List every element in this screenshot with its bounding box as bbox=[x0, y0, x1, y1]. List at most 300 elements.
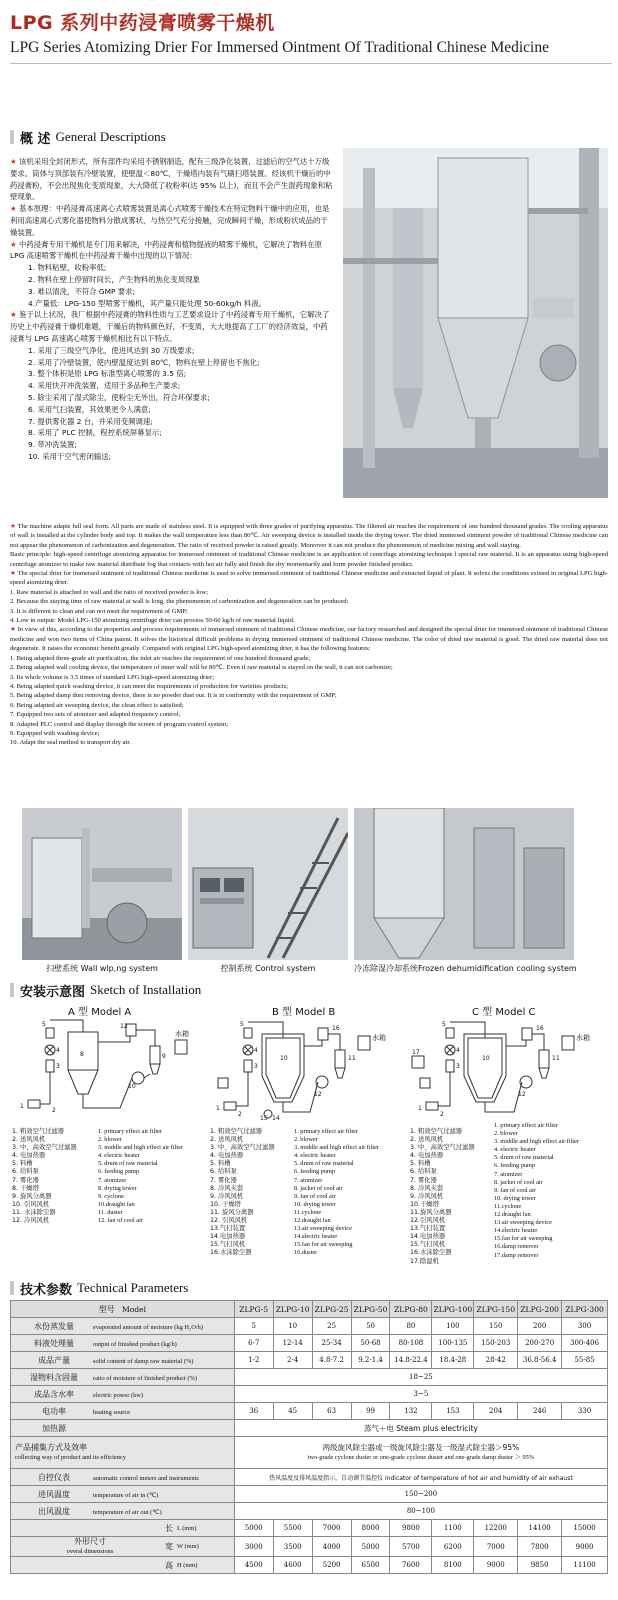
svg-text:5: 5 bbox=[42, 1021, 46, 1028]
title-cn: LPG 系列中药浸膏喷雾干燥机 bbox=[10, 12, 275, 34]
dim-label-cn: 宽 bbox=[165, 1542, 173, 1551]
en-issue: 4. Low in output: Model LPG-150 atomizing centrifuge drier can process 50-60 kg/h of raw material liquid. bbox=[10, 617, 295, 625]
general-section-heading bbox=[10, 128, 166, 146]
en-feature: 9. Equipped with washing device; bbox=[10, 729, 100, 737]
table-cell: 4000 bbox=[312, 1537, 351, 1557]
model-a-diagram bbox=[10, 1016, 200, 1122]
table-cell: 246 bbox=[518, 1403, 562, 1420]
title-block bbox=[10, 8, 610, 57]
star-icon: ★ bbox=[10, 310, 17, 320]
table-row bbox=[11, 1420, 608, 1437]
table-cell: 100 bbox=[432, 1318, 474, 1335]
params-section-heading bbox=[10, 1279, 188, 1297]
legend-item: 10. 干燥塔 bbox=[210, 1200, 241, 1208]
legend-item: 7. atomizer bbox=[494, 1170, 523, 1178]
en-feature: 3. Its whole volume is 3.5 times of standard LPG high-speed atomizing drier; bbox=[10, 673, 215, 681]
legend-item: 12.draught fan bbox=[294, 1217, 331, 1225]
svg-text:9: 9 bbox=[162, 1053, 166, 1060]
caption-wall: 扫壁系统 Wall wlp,ng system bbox=[46, 964, 158, 973]
table-row bbox=[11, 1437, 608, 1469]
row-label bbox=[11, 1352, 235, 1369]
legend-item: 1. primary effect air filter bbox=[98, 1128, 163, 1135]
svg-text:17: 17 bbox=[412, 1049, 420, 1056]
star-icon: ★ bbox=[10, 570, 16, 578]
cn-feature: 8. 采用了 PLC 控制，程控系统屏幕显示; bbox=[28, 428, 162, 438]
collect-value-en: two-grade cyclone duster or one-grade cyclone duster and one-grade damp duster ＞ 95% bbox=[307, 1453, 535, 1461]
row-label-cn: 进风温度 bbox=[38, 1489, 70, 1499]
legend-item: 9. cyclone bbox=[98, 1192, 124, 1200]
sketch-heading-cn: 安装示意图 bbox=[20, 984, 86, 1000]
legend-item: 2. 送风风机 bbox=[410, 1136, 444, 1144]
model-a-water: 水箱 bbox=[175, 1030, 189, 1038]
table-cell: 36.8-56.4 bbox=[518, 1352, 562, 1369]
legend-item: 7. 雾化器 bbox=[210, 1176, 237, 1184]
table-cell: 3000 bbox=[234, 1537, 273, 1557]
row-label-cn: 自控仪表 bbox=[38, 1472, 70, 1482]
model-b-water: 水箱 bbox=[372, 1034, 386, 1042]
table-cell: 6500 bbox=[351, 1557, 390, 1574]
cn-feature: 1. 采用了三级空气净化，使进风达到 30 万级要求; bbox=[28, 345, 195, 355]
svg-text:11: 11 bbox=[348, 1055, 356, 1062]
svg-text:3: 3 bbox=[56, 1063, 60, 1070]
table-cell: 9000 bbox=[562, 1537, 608, 1557]
en-feature: 10. Adapt the seal method to transport dry air. bbox=[10, 739, 131, 747]
model-a-legend-en bbox=[98, 1128, 183, 1225]
legend-item: 15.气扫风机 bbox=[210, 1241, 246, 1249]
legend-item: 9. 冷风风机 bbox=[410, 1192, 444, 1200]
star-icon: ★ bbox=[10, 523, 16, 530]
table-cell: 7000 bbox=[474, 1537, 518, 1557]
legend-item: 11.cyclone bbox=[494, 1202, 522, 1210]
legend-item: 4. 电加热器 bbox=[12, 1152, 46, 1160]
model-cell: ZLPG-150 bbox=[474, 1301, 518, 1318]
title-en: LPG Series Atomizing Drier For Immersed Ointment Of Traditional Chinese Medicine bbox=[10, 39, 549, 56]
table-cell: 36 bbox=[234, 1403, 273, 1420]
cn-para-4: 鉴于以上状况，我厂根据中药浸膏的物料性质与工艺要求设计了中药浸膏专用干燥机，它解决了历史上中药浸膏干燥机难题，干燥后的物料颜色好，不变质，大大地提高了工厂的经济效益，中药浸膏与 LPG 高速离心喷雾干燥机相比有以下特点。 bbox=[10, 310, 330, 343]
svg-text:12: 12 bbox=[518, 1091, 526, 1098]
legend-item: 6. 给料泵 bbox=[210, 1168, 237, 1176]
star-icon: ★ bbox=[10, 157, 17, 166]
span-value: 蒸气＋电 Steam plus electricity bbox=[234, 1420, 607, 1437]
legend-item: 8. drying tower bbox=[98, 1184, 137, 1192]
legend-item: 6. 给料泵 bbox=[410, 1168, 437, 1176]
model-header-cell bbox=[11, 1301, 235, 1318]
caption-control: 控制系统 Control system bbox=[220, 964, 316, 973]
legend-item: 15.fan for air sweeping bbox=[294, 1241, 353, 1249]
params-heading-en: Technical Parameters bbox=[77, 1280, 189, 1295]
table-cell: 153 bbox=[432, 1403, 474, 1420]
model-cell: ZLPG-200 bbox=[518, 1301, 562, 1318]
legend-item: 7. 雾化器 bbox=[410, 1176, 437, 1184]
table-cell: 55-85 bbox=[562, 1352, 608, 1369]
table-cell: 18.4-28 bbox=[432, 1352, 474, 1369]
legend-item: 11.cyclone bbox=[294, 1208, 322, 1216]
legend-item: 16.水沫除尘器 bbox=[410, 1249, 452, 1257]
svg-text:3: 3 bbox=[254, 1063, 258, 1070]
dim-label-en: W (mm) bbox=[177, 1543, 199, 1550]
table-cell: 8000 bbox=[351, 1520, 390, 1537]
svg-text:16: 16 bbox=[332, 1025, 340, 1032]
model-cell: ZLPG-100 bbox=[432, 1301, 474, 1318]
table-cell: 14.8-22.4 bbox=[390, 1352, 432, 1369]
sketch-section-heading bbox=[10, 981, 201, 999]
dims-label-cn: 外形尺寸 bbox=[74, 1537, 106, 1546]
table-row bbox=[11, 1469, 608, 1486]
table-cell: 50 bbox=[351, 1318, 390, 1335]
svg-text:10: 10 bbox=[482, 1055, 490, 1062]
legend-item: 16.水沫除尘器 bbox=[210, 1249, 252, 1257]
en-para-1: The machine adapts full seal form. All parts are made of stainless steel. It is equipped with three grades of purifying apparatus. The filtered air reaches the requirement of one hundred thousand grades. The cooling apparatus of wall is installed at the cylinder body and top. It makes the wall temperature less than 80℃. Air sweeping device is installed inside the drying tower. The dried immersed ointment powder of traditional Chinese medicine can not appear the phenomenon of carbonization and degeneration. The ratio of received powder is raised greatly. Moreover it can not produce the phenomenon of medicine mixing and wall staying. bbox=[10, 523, 608, 549]
table-row bbox=[11, 1403, 608, 1420]
row-label-cn: 成品产量 bbox=[38, 1355, 70, 1365]
legend-item: 8. 干燥塔 bbox=[12, 1184, 39, 1192]
svg-text:2: 2 bbox=[440, 1111, 444, 1118]
span-value: 热风温度及排风温度指示，自动调节温控仪 indicator of temperature of hot air and humidity of air exhaust bbox=[234, 1469, 607, 1486]
legend-item: 4. electric heater bbox=[294, 1152, 336, 1160]
table-cell: 15000 bbox=[562, 1520, 608, 1537]
row-label bbox=[11, 1557, 235, 1574]
row-label-en: temperature of air in (℃) bbox=[93, 1491, 159, 1499]
model-cell: ZLPG-10 bbox=[273, 1301, 312, 1318]
model-cell: ZLPG-80 bbox=[390, 1301, 432, 1318]
legend-item: 8. 冷风夹套 bbox=[410, 1184, 444, 1192]
table-cell: 150 bbox=[474, 1318, 518, 1335]
legend-item: 13.气扫装置 bbox=[210, 1225, 246, 1233]
table-cell: 9.2-1.4 bbox=[351, 1352, 390, 1369]
table-cell: 5000 bbox=[234, 1520, 273, 1537]
svg-text:11: 11 bbox=[552, 1055, 560, 1062]
svg-text:1: 1 bbox=[20, 1103, 24, 1110]
row-label-en: temperature of air out (℃) bbox=[93, 1508, 162, 1516]
svg-text:4: 4 bbox=[56, 1047, 60, 1054]
table-cell: 7000 bbox=[312, 1520, 351, 1537]
legend-item: 10.draught fan bbox=[98, 1200, 135, 1208]
table-cell: 80 bbox=[390, 1318, 432, 1335]
table-cell: 5700 bbox=[390, 1537, 432, 1557]
legend-item: 7. atomizer bbox=[294, 1176, 323, 1184]
en-feature: 6. Being adapted air sweeping device, the clean effect is satisfied; bbox=[10, 701, 184, 709]
table-cell: 8100 bbox=[432, 1557, 474, 1574]
legend-item: 4. 电加热器 bbox=[210, 1152, 244, 1160]
en-para-3: The special drier for immersed ointment of traditional Chinese medicine is used to solve immersed ointment of traditional Chinese medicine and extracted liquid of plant. It solves the conditions existed in original LPG high-speed atomizing drier. bbox=[10, 570, 608, 587]
legend-item: 12. 引风风机 bbox=[210, 1217, 248, 1225]
wall-wiping-photo bbox=[22, 808, 182, 960]
row-label bbox=[11, 1520, 235, 1537]
legend-item: 15.气扫风机 bbox=[410, 1241, 446, 1249]
en-feature: 5. Being adapted damp dust removing device, there is no powder dust out. It is in conformity with the requirement of GMP; bbox=[10, 692, 337, 700]
table-cell: 5 bbox=[234, 1318, 273, 1335]
table-cell: 204 bbox=[474, 1403, 518, 1420]
row-label-en: output of finished product (kg/h) bbox=[93, 1340, 177, 1348]
legend-item: 3. 中、高效空气过滤器 bbox=[12, 1144, 77, 1152]
span-value: 150~200 bbox=[234, 1486, 607, 1503]
table-cell: 10 bbox=[273, 1318, 312, 1335]
legend-item: 2. blower bbox=[294, 1136, 318, 1144]
svg-text:10: 10 bbox=[128, 1083, 136, 1090]
svg-text:8: 8 bbox=[80, 1051, 84, 1058]
en-feature: 8. Adapted PLC control and display through the screen of program control system; bbox=[10, 720, 229, 728]
table-cell: 5500 bbox=[273, 1520, 312, 1537]
legend-item: 5. 料槽 bbox=[410, 1160, 431, 1168]
model-c-legend-en bbox=[494, 1122, 579, 1260]
legend-item: 2. 送风风机 bbox=[12, 1136, 46, 1144]
model-b-diagram bbox=[210, 1016, 400, 1122]
table-cell: 5200 bbox=[312, 1557, 351, 1574]
table-cell: 11100 bbox=[562, 1557, 608, 1574]
legend-item: 12.引风风机 bbox=[410, 1217, 446, 1225]
legend-item: 2. blower bbox=[494, 1130, 518, 1138]
general-description-cn bbox=[10, 156, 335, 463]
row-label-en: electric power (kw) bbox=[93, 1391, 144, 1399]
legend-item: 9. fan of cool air bbox=[494, 1186, 536, 1194]
general-heading-en: General Descriptions bbox=[55, 129, 166, 144]
legend-item: 7. 雾化器 bbox=[12, 1176, 39, 1184]
en-feature: 4. Being adapted quick washing device, it can meet the requirements of production for varieties products; bbox=[10, 682, 289, 690]
en-para-2: Basic principle: high-speed centrifuge atomizing apparatus for immersed ointment of traditional Chinese medicine is an application of centrifuge atomizing technique l special raw material. It is an apparatus using high-speed centrifuge atomizer to make raw material distribute fog that contacts with hot air fully and finish the dry momentarily and form powder finished product. bbox=[10, 551, 608, 568]
cn-feature: 4. 采用快开冲洗装置，适用于多品种生产要求; bbox=[28, 381, 181, 391]
legend-item: 10. 引风风机 bbox=[12, 1200, 50, 1208]
legend-item: 14.electric heater bbox=[294, 1233, 338, 1241]
model-c-diagram bbox=[410, 1016, 608, 1122]
table-row bbox=[11, 1486, 608, 1503]
legend-item: 13.气扫装置 bbox=[410, 1225, 446, 1233]
model-cell: ZLPG-25 bbox=[312, 1301, 351, 1318]
table-cell: 9850 bbox=[518, 1557, 562, 1574]
legend-item: 3. 中、高效空气过滤器 bbox=[210, 1144, 275, 1152]
dim-label-en: H (mm) bbox=[177, 1561, 198, 1569]
legend-item: 16.damp remover bbox=[494, 1243, 539, 1251]
table-cell: 63 bbox=[312, 1403, 351, 1420]
en-issue: 3. It is different to clean and can not meet the requirement of GMP; bbox=[10, 607, 188, 615]
legend-item: 8. jacket of cool air bbox=[494, 1178, 543, 1186]
en-feature: 7. Equipped two sets of atomizer and adapted frequency control; bbox=[10, 711, 181, 719]
table-cell: 25-34 bbox=[312, 1335, 351, 1352]
legend-item: 10.干燥塔 bbox=[410, 1200, 439, 1208]
legend-item: 6. 给料泵 bbox=[12, 1168, 39, 1176]
table-cell: 1-2 bbox=[234, 1352, 273, 1369]
svg-text:15: 15 bbox=[260, 1115, 268, 1122]
drier-photo bbox=[343, 148, 608, 498]
row-label-cn: 出风温度 bbox=[38, 1506, 70, 1516]
table-cell: 9000 bbox=[474, 1557, 518, 1574]
svg-text:12: 12 bbox=[120, 1023, 128, 1030]
legend-item: 17.damp remover bbox=[494, 1251, 539, 1259]
dim-label-cn: 长 bbox=[165, 1523, 173, 1533]
table-row bbox=[11, 1503, 608, 1520]
table-row bbox=[11, 1335, 608, 1352]
svg-text:4: 4 bbox=[456, 1047, 460, 1054]
table-row bbox=[11, 1557, 608, 1574]
table-cell: 28-42 bbox=[474, 1352, 518, 1369]
model-c-water: 水箱 bbox=[576, 1034, 590, 1042]
cn-feature: 7. 提供雾化器 2 台，并采用变频调速; bbox=[28, 416, 153, 426]
legend-item: 9. fan of cool air bbox=[294, 1192, 336, 1200]
table-cell: 80-108 bbox=[390, 1335, 432, 1352]
table-cell: 4500 bbox=[234, 1557, 273, 1574]
model-b-legend-cn bbox=[210, 1128, 275, 1258]
model-b-title: B 型 Model B bbox=[272, 1007, 336, 1018]
table-cell: 132 bbox=[390, 1403, 432, 1420]
table-cell: 45 bbox=[273, 1403, 312, 1420]
row-label-cn: 湿物料含固量 bbox=[30, 1372, 78, 1382]
legend-item: 5. 料槽 bbox=[210, 1160, 231, 1168]
row-label bbox=[11, 1318, 235, 1335]
legend-item: 12. 冷风风机 bbox=[12, 1217, 50, 1225]
cn-feature: 5. 除尘采用了湿式除尘，使粉尘无外出，符合环保要求; bbox=[28, 392, 210, 402]
title-divider bbox=[10, 63, 612, 64]
table-header-row bbox=[11, 1301, 608, 1318]
table-cell: 200-270 bbox=[518, 1335, 562, 1352]
legend-item: 14.电加热器 bbox=[410, 1233, 446, 1241]
legend-item: 1. primary effect air filter bbox=[494, 1122, 559, 1129]
svg-text:2: 2 bbox=[238, 1111, 242, 1118]
table-cell: 7800 bbox=[518, 1537, 562, 1557]
legend-item: 4. electric heater bbox=[494, 1146, 536, 1154]
span-value: 3~5 bbox=[234, 1386, 607, 1403]
cn-issue: 1. 物料粘壁，收粉率低; bbox=[28, 263, 107, 273]
svg-text:14: 14 bbox=[272, 1115, 280, 1122]
table-cell: 4.8-7.2 bbox=[312, 1352, 351, 1369]
row-label bbox=[11, 1537, 235, 1557]
table-row bbox=[11, 1352, 608, 1369]
dim-label-cn: 高 bbox=[165, 1560, 173, 1570]
legend-item: 1. primary effect air filter bbox=[294, 1128, 359, 1135]
legend-item: 16.duster bbox=[294, 1249, 318, 1257]
cn-issue: 3. 难以清洗，不符合 GMP 要求; bbox=[28, 286, 136, 296]
model-a-legend-cn bbox=[12, 1128, 77, 1225]
legend-item: 14.electric heater bbox=[494, 1227, 538, 1235]
table-cell: 1100 bbox=[432, 1520, 474, 1537]
legend-item: 13.air sweeping device bbox=[294, 1225, 352, 1233]
row-label-en: heating source bbox=[93, 1408, 131, 1416]
table-cell: 99 bbox=[351, 1403, 390, 1420]
svg-text:5: 5 bbox=[442, 1021, 446, 1028]
legend-item: 12.draught fan bbox=[494, 1211, 531, 1219]
row-label-cn: 水份蒸发量 bbox=[34, 1321, 74, 1331]
model-c-title: C 型 Model C bbox=[472, 1007, 536, 1018]
en-issue: 2. Because the staying time of raw material at wall is long, the phenomenon of carbonization and degeneration can be produced; bbox=[10, 598, 349, 606]
table-cell: 9800 bbox=[390, 1520, 432, 1537]
table-row bbox=[11, 1520, 608, 1537]
cn-para-1: 该机采用全封闭形式，所有部件均采用不锈钢制造，配有三级净化装置，过滤后的空气达十万级要求。筒体与顶部装有冷壁装置，使壁温＜80℃，干燥塔内装有气刷扫塔装置。经该机干燥后的中药浸膏粉，不会出现焦化变质现象，大大降低了收粉率(达 95% 以上)，而且不会产生混药现象和粘壁现象。 bbox=[10, 157, 333, 202]
cn-issue: 4.产量低：LPG-150 型喷雾干燥机，其产量只能处理 50-60kg/h 料液。 bbox=[28, 298, 266, 308]
cn-issue: 2. 物料在壁上停留时间长，产生物料的焦化变质现象 bbox=[28, 274, 200, 284]
legend-item: 3. middle and high effect air filter bbox=[494, 1138, 580, 1146]
svg-text:1: 1 bbox=[418, 1105, 422, 1112]
legend-item: 3. 中、高效空气过滤器 bbox=[410, 1144, 475, 1152]
cn-feature: 3. 整个体积是原 LPG 标准型离心喷雾的 3.5 倍; bbox=[28, 369, 187, 379]
row-label bbox=[11, 1335, 235, 1352]
model-b-legend-en bbox=[294, 1128, 379, 1258]
table-row bbox=[11, 1537, 608, 1557]
en-feature: 1. Being adapted three-grade air purification, the inlet air reaches the requirement of one hundred thousand grade; bbox=[10, 654, 311, 662]
cn-para-3: 中药浸膏专用干燥机是专门用来解决，中药浸膏和植物提液的喷雾干燥机，它解决了物料在原 LPG 高速喷雾干燥机在中药浸膏干燥中出现的以下情况： bbox=[10, 239, 323, 261]
sketch-heading-en: Sketch of Installation bbox=[90, 982, 202, 997]
table-cell: 14100 bbox=[518, 1520, 562, 1537]
cn-feature: 2. 采用了冷壁装置，使内壁温度达到 80℃，物料在壁上停留也不焦化; bbox=[28, 357, 260, 367]
svg-text:10: 10 bbox=[280, 1055, 288, 1062]
row-label-cn: 电功率 bbox=[42, 1406, 66, 1416]
model-a-title: A 型 Model A bbox=[68, 1007, 132, 1018]
model-cell: ZLPG-5 bbox=[234, 1301, 273, 1318]
table-cell: 7600 bbox=[390, 1557, 432, 1574]
legend-item: 1. 粗效空气过滤器 bbox=[12, 1128, 65, 1135]
table-row bbox=[11, 1318, 608, 1335]
table-cell: 3500 bbox=[273, 1537, 312, 1557]
legend-item: 8. jacket of cool air bbox=[294, 1184, 343, 1192]
table-cell: 2-4 bbox=[273, 1352, 312, 1369]
svg-text:3: 3 bbox=[456, 1063, 460, 1070]
legend-item: 10. drying tower bbox=[494, 1194, 536, 1202]
legend-item: 11. duster bbox=[98, 1208, 123, 1216]
legend-item: 6. feeding pump bbox=[494, 1162, 536, 1170]
table-cell: 330 bbox=[562, 1403, 608, 1420]
legend-item: 9. 冷风风机 bbox=[210, 1192, 244, 1200]
row-label-en: solid content of damp raw material (%) bbox=[93, 1357, 194, 1365]
heading-marker bbox=[10, 983, 14, 997]
legend-item: 15.fan for air sweeping bbox=[494, 1235, 553, 1243]
model-c-legend-cn bbox=[410, 1128, 475, 1266]
heading-marker bbox=[10, 130, 14, 144]
span-value: 18~25 bbox=[234, 1369, 607, 1386]
legend-item: 1. 粗效空气过滤器 bbox=[410, 1128, 463, 1135]
table-cell: 150-203 bbox=[474, 1335, 518, 1352]
legend-item: 10. drying tower bbox=[294, 1200, 336, 1208]
legend-item: 6. feeding pump bbox=[98, 1168, 140, 1176]
span-value: 80~100 bbox=[234, 1503, 607, 1520]
legend-item: 5. drum of raw material bbox=[294, 1160, 354, 1168]
cn-feature: 9. 带冲洗装置; bbox=[28, 440, 77, 450]
legend-item: 11. 水沫除尘器 bbox=[12, 1208, 56, 1216]
legend-item: 2. 送风风机 bbox=[210, 1136, 244, 1144]
general-heading-cn: 概 述 bbox=[20, 131, 51, 147]
legend-item: 1. 粗效空气过滤器 bbox=[210, 1128, 263, 1135]
table-cell: 100-135 bbox=[432, 1335, 474, 1352]
svg-text:12: 12 bbox=[314, 1091, 322, 1098]
table-row bbox=[11, 1386, 608, 1403]
table-cell: 300-406 bbox=[562, 1335, 608, 1352]
caption-freeze: 冷冻除湿冷却系统Frozen dehumidification cooling system bbox=[354, 964, 577, 973]
table-cell: 50-68 bbox=[351, 1335, 390, 1352]
heading-marker bbox=[10, 1281, 14, 1295]
row-label-en: evaporated amount of moisture (kg H₂O/h) bbox=[93, 1323, 203, 1331]
params-heading-cn: 技术参数 bbox=[20, 1282, 73, 1298]
model-label-en: Model bbox=[121, 1304, 147, 1314]
legend-item: 5. drum of raw material bbox=[494, 1154, 554, 1162]
row-label-en: ratio of moisture of finished product (%) bbox=[93, 1374, 197, 1382]
legend-item: 12. fan of cool air bbox=[98, 1217, 143, 1225]
svg-text:1: 1 bbox=[216, 1105, 220, 1112]
row-label-cn: 加热源 bbox=[42, 1423, 66, 1433]
row-label-en: collecting way of product and its efficiency bbox=[15, 1453, 126, 1461]
legend-item: 5. 料槽 bbox=[12, 1160, 33, 1168]
table-cell: 4600 bbox=[273, 1557, 312, 1574]
table-cell: 12200 bbox=[474, 1520, 518, 1537]
legend-item: 4. electric heater bbox=[98, 1152, 140, 1160]
cn-feature: 6. 采用气扫装置，其效果更令人满意; bbox=[28, 404, 151, 414]
freeze-cooling-photo bbox=[354, 808, 574, 960]
table-cell: 300 bbox=[562, 1318, 608, 1335]
table-cell: 6200 bbox=[432, 1537, 474, 1557]
svg-text:4: 4 bbox=[254, 1047, 258, 1054]
legend-item: 6. feeding pump bbox=[294, 1168, 336, 1176]
legend-item: 5. drum of raw material bbox=[98, 1160, 158, 1168]
legend-item: 4. 电加热器 bbox=[410, 1152, 444, 1160]
legend-item: 17.除湿机 bbox=[410, 1257, 439, 1265]
en-para-4: In view of this, according to the properties and process requirements of immersed ointment of traditional Chinese medicine, our factory researched and designed the special drier for immersed ointment of traditional Chinese medicine and won two items of China patent. It solves the historical difficult problems in drying immersed ointment of traditional Chinese medicine. The color of dried raw material is good. The dried raw material does not degenerate. It raises the economic benefit greatly. Compared with original LPG high-speed atomizing drier, it has the following features: bbox=[10, 626, 608, 653]
legend-item: 2. blower bbox=[98, 1136, 122, 1144]
general-description-en bbox=[10, 522, 608, 748]
